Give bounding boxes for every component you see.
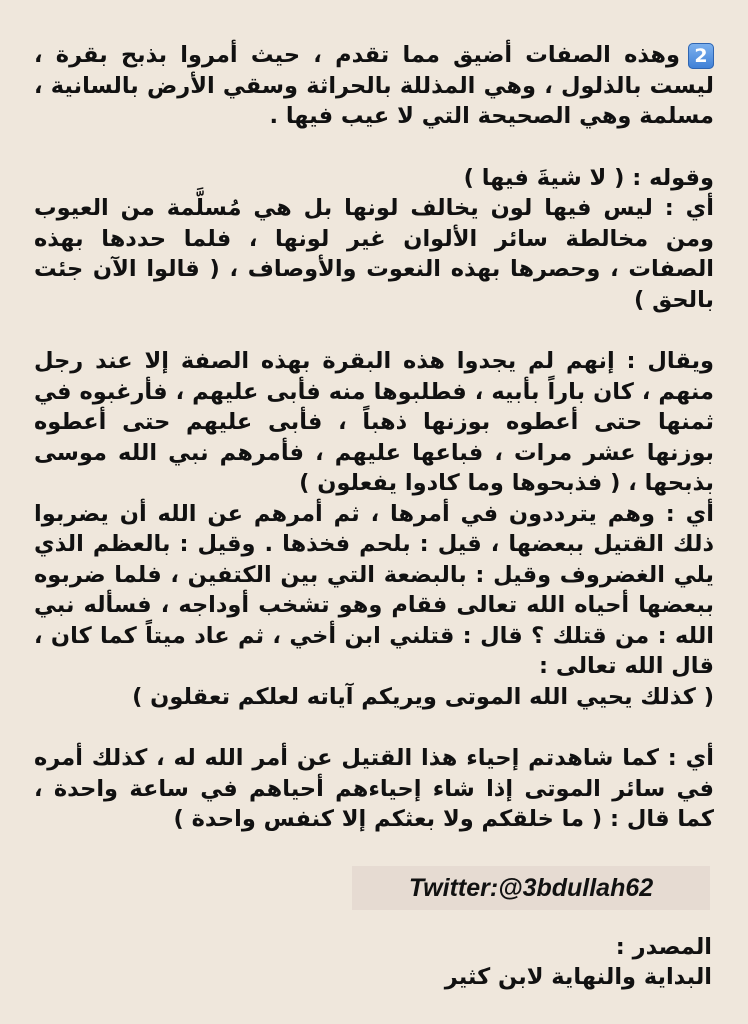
paragraph-1	[34, 40, 714, 132]
source-block	[445, 932, 712, 992]
paragraph-3: ويقال : إنهم لم يجدوا هذه البقرة بهذه الصفة إلا عند رجل منهم ، كان باراً بأبيه ، فطلبوها منه فأبى عليهم ، فأرغبوه في ثمنها حتى أعطوه بوزنها ذهباً ، فأبى عليهم حتى أعطوه بوزنها عشر مرات ، فباعها عليهم ، فأمرهم نبي الله موسى بذبحها ، ( فذبحوها وما كادوا يفعلون )	[34, 348, 714, 496]
number-2-badge: 2	[688, 43, 714, 69]
paragraph-2-body: أي : ليس فيها لون يخالف لونها بل هي مُسلَّمة من العيوب ومن مخالطة سائر الألوان غير لونها ، فلما حددها بهذه الصفات ، وحصرها بهذه النعوت والأوصاف ، ( قالوا الآن جئت بالحق )	[34, 195, 714, 313]
paragraph-4: أي : وهم يترددون في أمرها ، ثم أمرهم عن الله أن يضربوا ذلك القتيل ببعضها ، قيل : بلحم فخذها . وقيل : بالعظم الذي يلي الغضروف وقيل : بالبضعة التي بين الكتفين ، فلما ضربوه ببعضها أحياه الله تعالى فقام وهو تشخب أوداجه ، فسأله نبي الله : من قتلك ؟ قال : قتلني ابن أخي ، ثم عاد ميتاً كما كان ، قال الله تعالى :	[34, 500, 714, 679]
paragraph-2-intro: وقوله : ( لا شيةَ فيها )	[463, 164, 714, 191]
paragraph-1-text: وهذه الصفات أضيق مما تقدم ، حيث أمروا بذبح بقرة ، ليست بالذلول ، وهي المذللة بالحراثة وسقي الأرض بالسانية ، مسلمة وهي الصحيحة التي لا عيب فيها .	[34, 42, 714, 129]
source-label: المصدر :	[615, 934, 712, 960]
paragraph-5: أي : كما شاهدتم إحياء هذا القتيل عن أمر الله له ، كذلك أمره في سائر الموتى إذا شاء إحياءهم أحياهم في ساعة واحدة ، كما قال : ( ما خلقكم ولا بعثكم إلا كنفس واحدة )	[34, 745, 714, 832]
paragraph-4-quote: ( كذلك يحيي الله الموتى ويريكم آياته لعلكم تعقلون )	[132, 683, 714, 710]
twitter-handle: Twitter:@3bdullah62	[352, 866, 710, 910]
source-title: البداية والنهاية لابن كثير	[444, 964, 712, 990]
